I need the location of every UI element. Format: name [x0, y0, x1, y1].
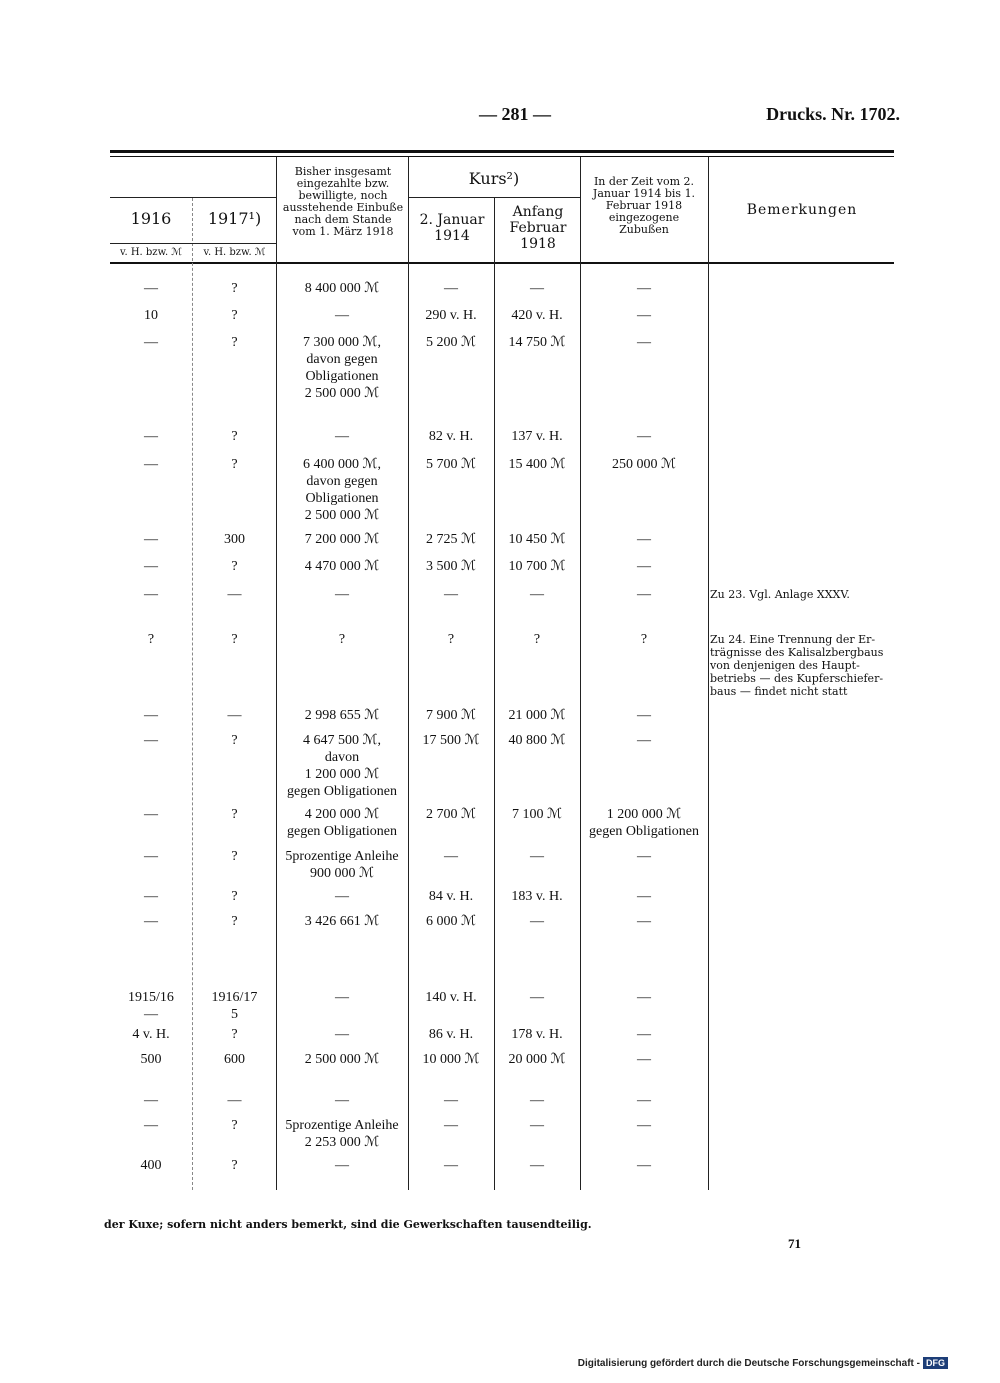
table-cell-col1: —	[144, 559, 158, 574]
table-cell-col5: —	[530, 281, 544, 296]
table-cell-col3: 7 300 000 ℳ, davon gegen Obligationen 2 500 000 ℳ	[303, 335, 381, 401]
table-cell-col5: —	[530, 587, 544, 602]
header-year-1916-unit: v. H. bzw. ℳ	[120, 247, 182, 258]
table-cell-col4: 140 v. H.	[425, 990, 477, 1005]
table-cell-col2: ?	[231, 632, 238, 647]
table-cell-col3: —	[335, 1158, 349, 1173]
table-cell-col4: 6 000 ℳ	[426, 914, 476, 929]
table-cell-col1: ?	[147, 632, 155, 647]
digitization-credit	[578, 1357, 948, 1369]
table-cell-col1: —	[144, 532, 158, 547]
table-cell-col5: 40 800 ℳ	[508, 733, 566, 748]
table-cell-col3: —	[335, 889, 349, 904]
table-cell-col3: 2 998 655 ℳ	[304, 708, 380, 723]
table-cell-col3: —	[335, 308, 349, 323]
table-cell-col5: —	[530, 849, 544, 864]
table-cell-col2: 600	[224, 1052, 245, 1067]
table-cell-col4: 86 v. H.	[428, 1027, 474, 1042]
table-cell-col3: 5prozentige Anleihe 2 253 000 ℳ	[285, 1118, 399, 1150]
table-cell-col2: ?	[231, 914, 238, 929]
table-top-rule	[110, 150, 894, 153]
table-cell-remark: Zu 24. Eine Trennung der Er- trägnisse des Kalisalzbergbaus von denjenigen des Haupt- betriebs — des Kupferschiefer- baus — findet nicht statt	[710, 633, 884, 698]
table-cell-col3: 8 400 000 ℳ	[304, 281, 380, 296]
table-cell-col2: ?	[231, 889, 238, 904]
table-cell-col4: 10 000 ℳ	[422, 1052, 480, 1067]
table-cell-col6: —	[637, 1118, 651, 1133]
table-cell-col5: 20 000 ℳ	[508, 1052, 566, 1067]
table-cell-col4: 290 v. H.	[425, 308, 477, 323]
table-cell-col4: ?	[447, 632, 455, 647]
table-cell-col5: —	[530, 1158, 544, 1173]
table-cell-col1: —	[144, 1118, 158, 1133]
table-cell-col3: 2 500 000 ℳ	[304, 1052, 380, 1067]
table-cell-col6: —	[637, 1158, 651, 1173]
credit-text: Digitalisierung gefördert durch die Deutsche Forschungsgemeinschaft -	[577, 1358, 920, 1369]
table-cell-col1: —	[144, 889, 158, 904]
table-cell-col4: 2 725 ℳ	[426, 532, 476, 547]
table-cell-col4: —	[444, 1158, 458, 1173]
table-cell-col6: —	[637, 708, 651, 723]
table-cell-col1: —	[144, 708, 158, 723]
table-cell-col2: ?	[231, 429, 238, 444]
page-header	[0, 104, 1000, 134]
header-remarks: Bemerkungen	[746, 202, 858, 218]
header-year-1916: 1916	[130, 209, 172, 228]
document-reference: Drucks. Nr. 1702.	[766, 104, 900, 124]
table-cell-col4: 5 200 ℳ	[426, 335, 476, 350]
table-cell-col6: —	[637, 733, 651, 748]
table-cell-col3: —	[335, 429, 349, 444]
table-cell-col6: —	[637, 849, 651, 864]
table-cell-col3: 4 647 500 ℳ, davon 1 200 000 ℳ gegen Obligationen	[286, 733, 398, 799]
table-cell-col5: ?	[533, 632, 541, 647]
header-subrule	[110, 197, 276, 198]
table-cell-col6: ?	[640, 632, 648, 647]
table-cell-col6: —	[637, 281, 651, 296]
table-cell-col5: 10 450 ℳ	[508, 532, 566, 547]
table-cell-col1: 10	[144, 308, 158, 323]
dfg-logo: DFG	[923, 1357, 948, 1369]
table-cell-col4: 3 500 ℳ	[426, 559, 476, 574]
header-year-1917-unit: v. H. bzw. ℳ	[203, 247, 266, 258]
table-cell-col6: —	[637, 587, 651, 602]
table-cell-col3: 7 200 000 ℳ	[304, 532, 380, 547]
table-cell-col2: ?	[231, 559, 238, 574]
table-cell-col2: 300	[224, 532, 245, 547]
table-cell-col4: —	[444, 849, 458, 864]
header-kurs: Kurs²)	[468, 169, 520, 188]
page-number: — 281 —	[479, 104, 551, 124]
table-cell-col3: —	[335, 990, 349, 1005]
table-cell-col4: 82 v. H.	[428, 429, 474, 444]
table-cell-col3: —	[335, 1093, 349, 1108]
table-cell-col2: ?	[231, 457, 238, 472]
table-cell-col2: ?	[231, 849, 238, 864]
table-cell-col1: —	[144, 281, 158, 296]
table-cell-col2: —	[227, 587, 242, 602]
table-cell-col2: —	[227, 708, 242, 723]
table-cell-col6: —	[637, 1052, 651, 1067]
table-cell-col6: —	[637, 308, 651, 323]
table-cell-col5: —	[530, 914, 544, 929]
table-top-rule-thin	[110, 156, 894, 157]
header-bottom-rule	[110, 262, 894, 264]
table-cell-col6: —	[637, 559, 651, 574]
table-cell-col2: ?	[231, 281, 238, 296]
table-cell-col2: ?	[231, 1027, 238, 1042]
table-cell-col3: 4 200 000 ℳ gegen Obligationen	[286, 807, 398, 839]
table-cell-col6: —	[637, 335, 651, 350]
table-cell-col1: —	[144, 849, 158, 864]
table-cell-col2: —	[227, 1093, 242, 1108]
table-cell-col1: —	[144, 914, 158, 929]
table-cell-col5: 420 v. H.	[511, 308, 563, 323]
table-cell-col5: —	[530, 1093, 544, 1108]
table-cell-col2: 1916/17 5	[211, 990, 258, 1022]
table-cell-col3: 4 470 000 ℳ	[304, 559, 380, 574]
table-cell-col1: —	[144, 733, 158, 748]
header-paid-in: Bisher insgesamt eingezahlte bzw. bewilligte, noch ausstehende Einbuße nach dem Stande vom 1. März 1918	[282, 165, 404, 238]
table-cell-col5: 10 700 ℳ	[508, 559, 566, 574]
footnote: der Kuxe; sofern nicht anders bemerkt, sind die Gewerkschaften tausendteilig.	[104, 1218, 592, 1231]
table-cell-col5: 137 v. H.	[511, 429, 563, 444]
table-cell-col2: ?	[231, 1158, 238, 1173]
table-cell-col3: 6 400 000 ℳ, davon gegen Obligationen 2 500 000 ℳ	[303, 457, 381, 523]
column-divider	[708, 157, 709, 1190]
table-cell-col6: —	[637, 532, 651, 547]
table-cell-col5: 14 750 ℳ	[508, 335, 566, 350]
table-cell-col4: 17 500 ℳ	[422, 733, 480, 748]
table-cell-col6: —	[637, 914, 651, 929]
table-cell-col6: —	[637, 1027, 651, 1042]
table-cell-col6: —	[637, 990, 651, 1005]
table-cell-col2: ?	[231, 807, 238, 822]
table-cell-col4: 2 700 ℳ	[426, 807, 476, 822]
header-kurs-jan-1914: 2. Januar 1914	[419, 212, 485, 244]
table-cell-col3: —	[335, 1027, 349, 1042]
table-cell-col1: —	[144, 429, 158, 444]
table-cell-col1: —	[144, 587, 158, 602]
table-cell-col2: ?	[231, 308, 238, 323]
header-subrule	[408, 197, 580, 198]
table-cell-col4: 84 v. H.	[428, 889, 474, 904]
table-cell-col4: 5 700 ℳ	[426, 457, 476, 472]
table-cell-col1: 1915/16 —	[128, 990, 174, 1022]
table-cell-col6: 1 200 000 ℳ gegen Obligationen	[588, 807, 700, 839]
table-cell-col2: ?	[231, 335, 238, 350]
table-cell-remark: Zu 23. Vgl. Anlage XXXV.	[710, 588, 850, 601]
table-cell-col1: —	[144, 1093, 158, 1108]
table-cell-col4: —	[444, 1093, 458, 1108]
table-cell-col1: —	[144, 335, 158, 350]
table-cell-col1: 500	[140, 1052, 162, 1067]
table-cell-col5: 15 400 ℳ	[508, 457, 566, 472]
table-cell-col3: —	[335, 587, 349, 602]
table-cell-col3: ?	[338, 632, 346, 647]
table-cell-col4: —	[444, 281, 458, 296]
table-cell-col1: —	[144, 807, 158, 822]
table-cell-col5: —	[530, 990, 544, 1005]
table-cell-col4: 7 900 ℳ	[426, 708, 476, 723]
table-cell-col5: 7 100 ℳ	[512, 807, 562, 822]
table-cell-col6: 250 000 ℳ	[612, 457, 676, 472]
table-cell-col6: —	[637, 889, 651, 904]
table-cell-col6: —	[637, 1093, 651, 1108]
header-kurs-feb-1918: Anfang Februar 1918	[509, 204, 567, 252]
table-cell-col1: 400	[140, 1158, 162, 1173]
table-cell-col5: 183 v. H.	[511, 889, 563, 904]
table-cell-col4: —	[444, 587, 458, 602]
table-cell-col3: 3 426 661 ℳ	[304, 914, 380, 929]
table-cell-col4: —	[444, 1118, 458, 1133]
table-cell-col1: —	[144, 457, 158, 472]
table-cell-col5: 178 v. H.	[511, 1027, 563, 1042]
table-cell-col6: —	[637, 429, 651, 444]
table-cell-col1: 4 v. H.	[132, 1027, 170, 1042]
table-cell-col5: —	[530, 1118, 544, 1133]
header-zubussen: In der Zeit vom 2. Januar 1914 bis 1. Februar 1918 eingezogene Zubußen	[592, 175, 696, 236]
table-cell-col2: ?	[231, 733, 238, 748]
table-cell-col5: 21 000 ℳ	[508, 708, 566, 723]
header-subrule	[110, 243, 276, 244]
sheet-number: 71	[788, 1236, 801, 1251]
table-cell-col2: ?	[231, 1118, 238, 1133]
table-cell-col3: 5prozentige Anleihe 900 000 ℳ	[285, 849, 399, 881]
header-year-1917: 1917¹)	[207, 209, 262, 228]
